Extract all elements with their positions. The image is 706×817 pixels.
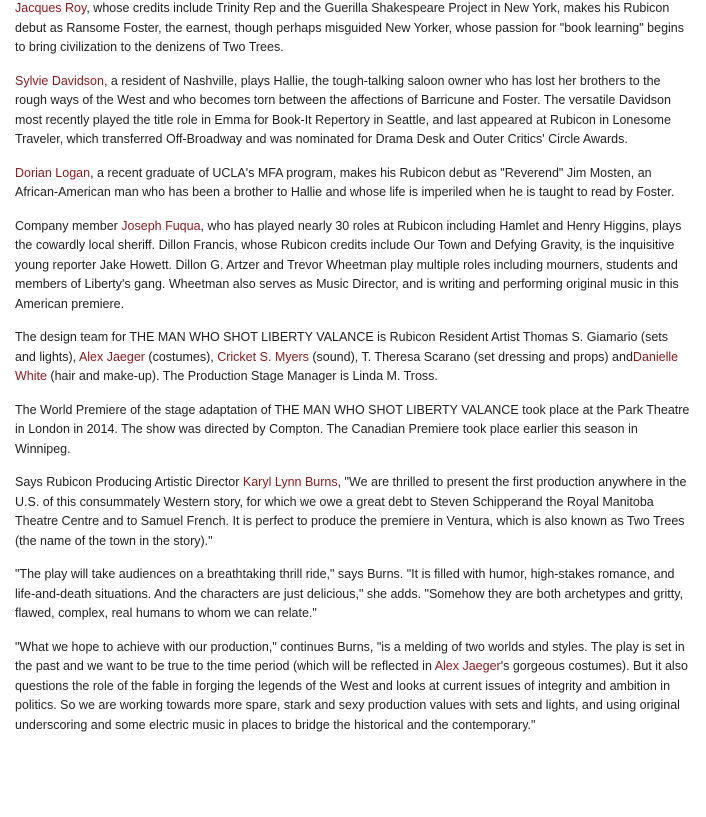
paragraph-text: , "We are thrilled to present the first production anywhere in the U.S. of this consummately Western story, for which we owe a great debt to Steven Schipperand the Royal Manitoba Theatre Centre and to Samuel French. It is perfect to produce the premiere in Ventura, which is also known as Two Trees (the name of the town in the story)." (15, 475, 687, 548)
paragraph-world-premiere (15, 401, 692, 460)
paragraph-text: Says Rubicon Producing Artistic Director (15, 475, 243, 489)
paragraph-sylvie-davidson-bio (15, 72, 692, 150)
person-link[interactable]: Joseph Fuqua (121, 218, 201, 233)
paragraph-burns-quote-2 (15, 565, 692, 624)
person-link[interactable]: Sylvie Davidson (15, 73, 104, 88)
paragraph-text: (sound), T. Theresa Scarano (set dressing and props) and (308, 349, 633, 364)
paragraph-text: "What we hope to achieve with our production," continues Burns, "is a melding of two worlds and styles. The play is set in the past and we want to be true to the time period (which will be reflected in (15, 639, 685, 673)
paragraph-text: (costumes), (144, 349, 218, 364)
person-link[interactable]: Karyl Lynn Burns (242, 475, 338, 489)
person-link[interactable]: Cricket S. Myers (217, 349, 309, 364)
paragraph-text: Company member (15, 218, 122, 233)
person-link[interactable]: Jacques Roy (15, 1, 87, 15)
paragraph-text: (hair and make-up). The Production Stage Manager is Linda M. Tross. (46, 369, 438, 383)
paragraph-joseph-fuqua-bio (15, 217, 692, 315)
person-link[interactable]: Dorian Logan (15, 165, 91, 180)
paragraph-jacques-roy-bio (15, 0, 692, 58)
paragraph-text: , a resident of Nashville, plays Hallie, the tough-talking saloon owner who has lost her brothers to the rough ways of the West and who becomes torn between the affections of Barricune and Foster. The versatile Davidson most recently played the title role in Emma for Book-It Repertory in Seattle, and last appeared at Rubicon in Lonesome Traveler, which transferred Off-Broadway and was nominated for Drama Desk and Outer Critics' Circle Awards. (15, 73, 671, 146)
paragraph-text: The World Premiere of the stage adaptation of THE MAN WHO SHOT LIBERTY VALANCE took place at the Park Theatre in London in 2014. The show was directed by Compton. The Canadian Premiere took place earlier this season in Winnipeg. (15, 402, 690, 456)
paragraph-burns-quote-3 (15, 638, 692, 736)
paragraph-design-team (15, 328, 692, 387)
person-link[interactable]: Danielle White (15, 349, 679, 383)
paragraph-burns-quote-1 (15, 473, 692, 551)
paragraph-dorian-logan-bio (15, 164, 692, 203)
paragraph-text: 's gorgeous costumes). But it also questions the role of the fable in forging the legends of the West and looks at current issues of integrity and ambition in politics. So we are working towards more spare, stark and sexy production values with sets and lights, and using original underscoring and some electric music in places to bridge the historical and the contemporary." (15, 659, 688, 732)
paragraph-text: , whose credits include Trinity Rep and the Guerilla Shakespeare Project in New York, makes his Rubicon debut as Ransome Foster, the earnest, though perhaps misguided New Yorker, whose passion for "book learning" begins to bring civilization to the denizens of Two Trees. (15, 1, 685, 54)
paragraph-text: The design team for THE MAN WHO SHOT LIBERTY VALANCE is Rubicon Resident Artist Thomas S. Giamario (sets and lights), (15, 330, 669, 364)
person-link[interactable]: Alex Jaeger (434, 659, 501, 673)
paragraph-text: , a recent graduate of UCLA's MFA program, makes his Rubicon debut as "Reverend" Jim Mosten, an African-American man who has been a brother to Hallie and whose life is imperiled when he is taught to read by Foster. (15, 165, 675, 199)
person-link[interactable]: Alex Jaeger (78, 349, 145, 364)
paragraph-text: "The play will take audiences on a breathtaking thrill ride," says Burns. "It is filled with humor, high-stakes romance, and life-and-death situations. And the characters are just delicious," she adds. "Somehow they are both archetypes and gritty, flawed, complex, real humans to whom we can relate." (15, 567, 684, 620)
paragraph-text: , who has played nearly 30 roles at Rubicon including Hamlet and Henry Higgins, plays the cowardly local sheriff. Dillon Francis, whose Rubicon credits include Our Town and Defying Gravity, is the inquisitive young reporter Jake Howett. Dillon G. Artzer and Trevor Wheetman play multiple roles including mourners, students and members of Liberty's gang. Wheetman also serves as Music Director, and is writing and performing original music in this American premiere. (15, 218, 682, 311)
